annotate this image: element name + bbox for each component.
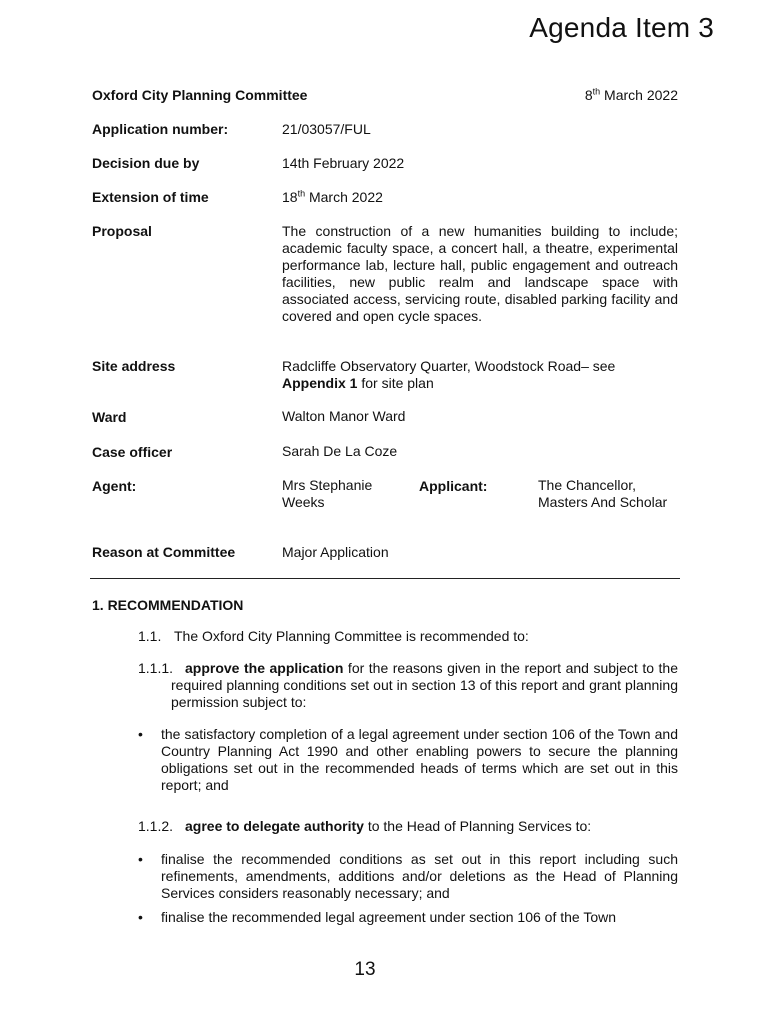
bullet-section-106 [138, 726, 678, 794]
paragraph-1-1-2-number: 1.1.2. [138, 818, 174, 834]
paragraph-1-1-1-text: for the reasons given in the report and subject to the required planning conditions set out in section 13 of this report and grant planning permission subject to: [171, 660, 678, 710]
applicant-label: Applicant: [419, 478, 488, 494]
site-address-value [282, 358, 678, 392]
decision-due-value: 14th February 2022 [282, 155, 405, 171]
paragraph-1-1-1 [138, 660, 678, 711]
reason-value: Major Application [282, 544, 389, 560]
paragraph-1-1-2 [138, 818, 678, 835]
bullet-marker: • [138, 909, 143, 925]
paragraph-1-1-1-number: 1.1.1. [138, 660, 174, 676]
date-suffix: th [592, 86, 601, 97]
bullet-marker: • [138, 851, 143, 867]
agent-label: Agent: [92, 478, 137, 494]
bullet-legal-agreement [138, 909, 678, 926]
agent-value: Mrs Stephanie Weeks [282, 477, 373, 510]
decision-due-label: Decision due by [92, 155, 200, 171]
paragraph-1-1-text: The Oxford City Planning Committee is recommended to: [174, 628, 529, 644]
appendix-ref: Appendix 1 [282, 375, 358, 391]
date-rest: March 2022 [600, 87, 678, 103]
bullet-marker: • [138, 726, 143, 742]
application-number-value: 21/03057/FUL [282, 121, 371, 137]
page-number: 13 [354, 959, 376, 980]
extension-day: 18 [282, 189, 298, 205]
bullet-legal-agreement-text: finalise the recommended legal agreement under section 106 of the Town [161, 909, 617, 925]
extension-value [282, 189, 678, 206]
reason-label: Reason at Committee [92, 544, 236, 560]
appendix-rest: for site plan [357, 375, 434, 391]
committee-name: Oxford City Planning Committee [92, 87, 308, 103]
agenda-item-title: Agenda Item 3 [529, 12, 714, 43]
delegate-authority-text: agree to delegate authority [185, 818, 364, 834]
section-divider [90, 578, 680, 579]
case-officer-label: Case officer [92, 444, 173, 460]
ward-label: Ward [92, 409, 127, 425]
extension-rest: March 2022 [305, 189, 383, 205]
extension-suffix: th [297, 188, 306, 199]
bullet-section-106-text: the satisfactory completion of a legal agreement under section 106 of the Town and Country Planning Act 1990 and other enabling powers to secure the planning obligations set out in the recommended heads of terms which are set out in this report; and [161, 726, 678, 793]
applicant-value: The Chancellor, Masters And Scholar [538, 477, 668, 510]
date-day: 8 [584, 87, 593, 103]
application-number-label: Application number: [92, 121, 229, 137]
paragraph-1-1 [138, 628, 529, 644]
approve-application-text: approve the application [185, 660, 344, 676]
meeting-date [585, 87, 678, 103]
case-officer-value: Sarah De La Coze [282, 443, 398, 459]
bullet-conditions [138, 851, 678, 902]
section-title-recommendation: 1. RECOMMENDATION [92, 597, 244, 613]
proposal-label: Proposal [92, 223, 152, 239]
site-address-label: Site address [92, 358, 176, 374]
proposal-value: The construction of a new humanities building to include; academic faculty space, a concert hall, a theatre, experimental performance lab, lecture hall, public engagement and outreach facilities, new public realm and landscape space with associated access, servicing route, disabled parking facility and covered and open cycle spaces. [282, 223, 678, 324]
extension-label: Extension of time [92, 189, 209, 205]
site-address-text: Radcliffe Observatory Quarter, Woodstock Road– see [282, 358, 616, 374]
paragraph-1-1-number: 1.1. [138, 628, 162, 644]
header-row [92, 87, 678, 103]
ward-value: Walton Manor Ward [282, 408, 406, 424]
bullet-conditions-text: finalise the recommended conditions as set out in this report including such refinements, amendments, additions and/or deletions as the Head of Planning Services considers reasonably necessary; and [161, 851, 678, 901]
paragraph-1-1-2-text: to the Head of Planning Services to: [363, 818, 592, 834]
